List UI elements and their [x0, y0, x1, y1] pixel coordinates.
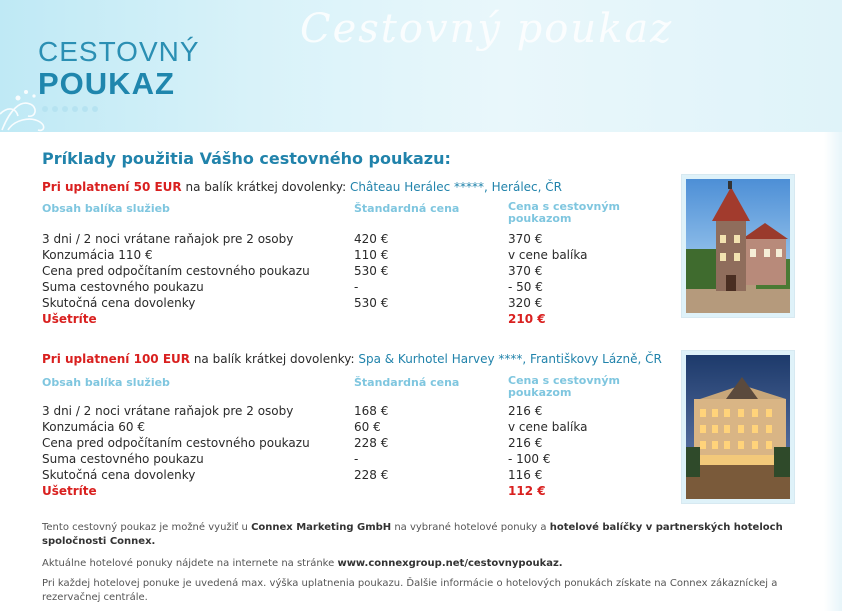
row-standard: 420 €: [354, 232, 389, 246]
row-desc: Konzumácia 60 €: [42, 420, 145, 434]
footer-link[interactable]: www.connexgroup.net/cestovnypoukaz.: [337, 558, 563, 569]
table-row: [42, 468, 602, 484]
row-standard: 110 €: [354, 248, 389, 262]
row-discounted: v cene balíka: [508, 420, 588, 434]
row-discounted: 116 €: [508, 468, 543, 482]
table-row: [42, 404, 602, 420]
row-standard: 168 €: [354, 404, 389, 418]
offer-2-text: na balík krátkej dovolenky:: [190, 352, 359, 366]
offer-2-amount: Pri uplatnení 100 EUR: [42, 352, 191, 366]
offer-2-line: [42, 352, 662, 366]
offer-1-amount: Pri uplatnení 50 EUR: [42, 180, 182, 194]
saved-row: [42, 312, 602, 328]
offer-1-col-discounted: [508, 201, 620, 225]
table-row: [42, 296, 602, 312]
table-row: [42, 452, 602, 468]
row-standard: -: [354, 280, 359, 294]
footer-company: Connex Marketing GmbH: [251, 522, 392, 533]
row-desc: Cena pred odpočítaním cestovného poukazu: [42, 264, 310, 278]
row-desc: Suma cestovného poukazu: [42, 280, 204, 294]
row-desc: Skutočná cena dovolenky: [42, 468, 196, 482]
footer-text: Aktuálne hotelové ponuky nájdete na internete na stránke: [42, 558, 338, 569]
offer-1-line: [42, 180, 562, 194]
title-line-2: POUKAZ: [38, 66, 175, 101]
row-discounted: - 100 €: [508, 452, 551, 466]
row-discounted: v cene balíka: [508, 248, 588, 262]
footer-paragraph-2: [42, 557, 812, 571]
footer-text: na vybrané hotelové ponuky a: [391, 522, 550, 533]
table-row: [42, 248, 602, 264]
dots-ornament-icon: [40, 99, 130, 119]
row-discounted: 370 €: [508, 232, 543, 246]
offer-1-col-standard: Štandardná cena: [354, 202, 460, 215]
footer-text: Tento cestovný poukaz je možné využiť u: [42, 522, 252, 533]
row-desc: Suma cestovného poukazu: [42, 452, 204, 466]
row-standard: 228 €: [354, 468, 389, 482]
hotel-photo: [681, 350, 795, 504]
footer-paragraph-3: Pri každej hotelovej ponuke je uvedená max. výška uplatnenia poukazu. Ďalšie informácie o hotelových ponukách získate na Connex zákazníckej a rezervačnej centrále.: [42, 578, 778, 603]
offer-1-text: na balík krátkej dovolenky:: [181, 180, 350, 194]
table-row: [42, 436, 602, 452]
saved-label: Ušetríte: [42, 312, 97, 326]
hotel-icon: [686, 355, 790, 499]
table-row: [42, 264, 602, 280]
offer-2-hotel: Spa & Kurhotel Harvey ****, Františkovy Lázně, ČR: [358, 352, 662, 366]
saved-value: 210 €: [508, 312, 546, 326]
title-line-1: CESTOVNÝ: [38, 36, 200, 67]
table-row: [42, 232, 602, 248]
table-row: [42, 420, 602, 436]
row-standard: 530 €: [354, 264, 389, 278]
row-discounted: 320 €: [508, 296, 543, 310]
row-desc: 3 dni / 2 noci vrátane raňajok pre 2 osoby: [42, 232, 294, 246]
row-standard: 530 €: [354, 296, 389, 310]
row-desc: Skutočná cena dovolenky: [42, 296, 196, 310]
saved-value: 112 €: [508, 484, 546, 498]
row-discounted: 370 €: [508, 264, 543, 278]
offer-2-col-discounted: [508, 375, 620, 399]
section-heading: Príklady použitia Vášho cestovného poukazu:: [42, 149, 451, 168]
col-discounted-line1: Cena s cestovným: [508, 374, 620, 387]
page-edge: [824, 132, 842, 611]
row-standard: 60 €: [354, 420, 381, 434]
footer-packages: hotelové balíčky v partnerských hoteloch spoločnosti Connex.: [42, 522, 783, 547]
row-standard: -: [354, 452, 359, 466]
col-discounted-line1: Cena s cestovným: [508, 200, 620, 213]
header-banner: [0, 0, 842, 132]
offer-2-col-contents: Obsah balíka služieb: [42, 376, 170, 389]
row-standard: 228 €: [354, 436, 389, 450]
footer-paragraph-1: [42, 521, 812, 549]
script-watermark: Cestovný poukaz: [300, 6, 674, 52]
row-desc: Konzumácia 110 €: [42, 248, 153, 262]
row-discounted: 216 €: [508, 436, 543, 450]
saved-label: Ušetríte: [42, 484, 97, 498]
table-row: [42, 280, 602, 296]
castle-photo: [681, 174, 795, 318]
offer-1-hotel: Château Herálec *****, Herálec, ČR: [350, 180, 563, 194]
saved-row: [42, 484, 602, 500]
castle-icon: [686, 179, 790, 313]
col-discounted-line2: poukazom: [508, 212, 572, 225]
offer-1-col-contents: Obsah balíka služieb: [42, 202, 170, 215]
row-discounted: - 50 €: [508, 280, 543, 294]
row-desc: Cena pred odpočítaním cestovného poukazu: [42, 436, 310, 450]
col-discounted-line2: poukazom: [508, 386, 572, 399]
row-desc: 3 dni / 2 noci vrátane raňajok pre 2 osoby: [42, 404, 294, 418]
offer-2-col-standard: Štandardná cena: [354, 376, 460, 389]
row-discounted: 216 €: [508, 404, 543, 418]
